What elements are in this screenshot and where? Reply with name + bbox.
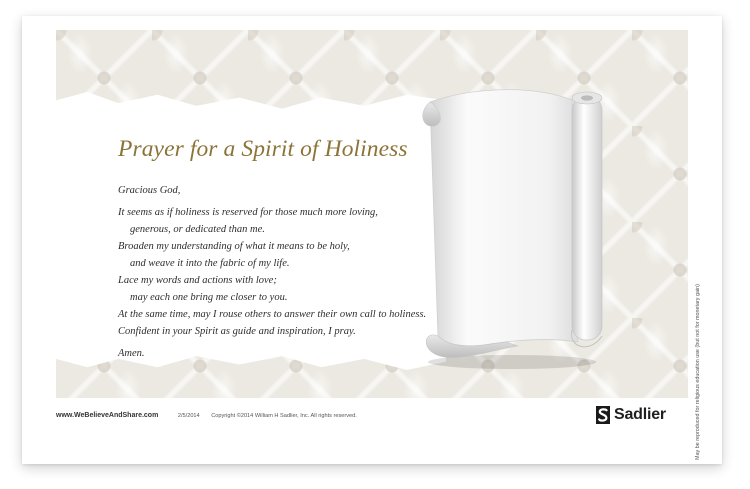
prayer-line: It seems as if holiness is reserved for those much more loving,: [118, 207, 378, 218]
prayer-title: Prayer for a Spirit of Holiness: [118, 136, 408, 162]
prayer-card: [22, 16, 722, 464]
prayer-greeting: Gracious God,: [118, 185, 181, 196]
sadlier-s-icon: [596, 406, 610, 424]
footer-copyright: Copyright ©2014 William H Sadlier, Inc. All rights reserved.: [211, 413, 357, 419]
reproduction-note: [694, 272, 702, 464]
reproduction-note-text: May be reproduced for religious education use (but not for monetary gain): [695, 284, 701, 460]
prayer-line: At the same time, may I rouse others to answer their own call to holiness.: [118, 309, 427, 320]
prayer-line: generous, or dedicated than me.: [130, 224, 265, 235]
sadlier-wordmark: Sadlier: [614, 406, 666, 423]
footer-date: 2/5/2014: [177, 413, 200, 419]
prayer-line: Confident in your Spirit as guide and inspiration, I pray.: [118, 326, 356, 337]
footer: [56, 412, 576, 426]
prayer-line: Lace my words and actions with love;: [118, 275, 277, 286]
prayer-closing: Amen.: [118, 348, 145, 359]
sadlier-logo: [596, 406, 666, 424]
prayer-line: Broaden my understanding of what it means to be holy,: [118, 241, 350, 252]
prayer-line: may each one bring me closer to you.: [130, 292, 288, 303]
website-link[interactable]: www.WeBelieveAndShare.com: [56, 412, 159, 419]
prayer-text: [118, 182, 438, 362]
prayer-line: and weave it into the fabric of my life.: [130, 258, 290, 269]
